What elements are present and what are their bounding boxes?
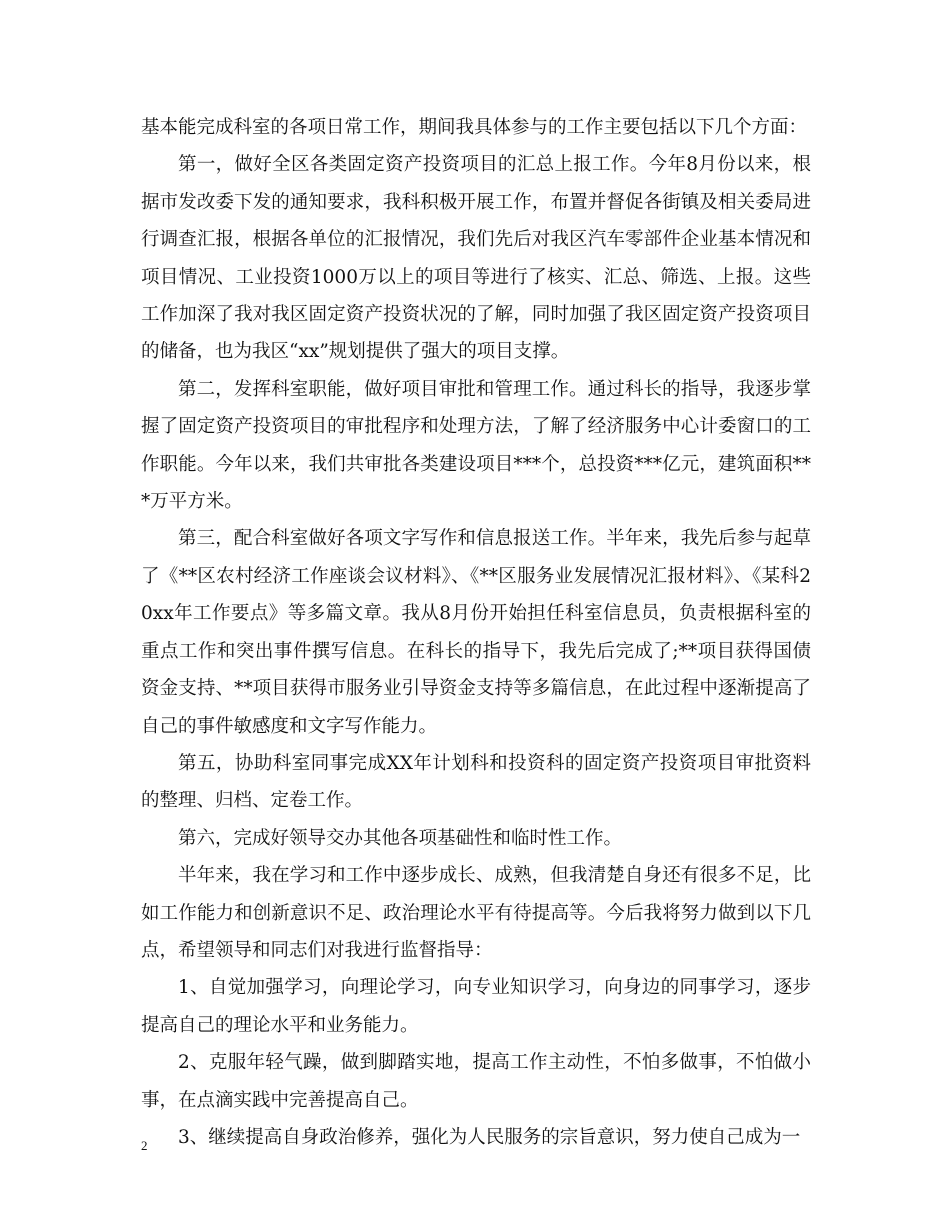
document-body bbox=[141, 109, 811, 1156]
paragraph-plan-3: 3、继续提高自身政治修养，强化为人民服务的宗旨意识，努力使自己成为一 bbox=[178, 1126, 801, 1148]
paragraph-sixth-item: 第六，完成好领导交办其他各项基础性和临时性工作。 bbox=[178, 827, 623, 849]
paragraph-third-item: 第三，配合科室做好各项文字写作和信息报送工作。半年来，我先后参与起草了《**区农村经济工作座谈会议材料》、《**区服务业发展情况汇报材料》、《某科20xx年工作要点》等多篇文章。我从8月份开始担任科室信息员，负责根据科室的重点工作和突出事件撰写信息。在科长的指导下，我先后完成了;**项目获得国债资金支持、**项目获得市服务业引导资金支持等多篇信息，在此过程中逐渐提高了自己的事件敏感度和文字写作能力。 bbox=[141, 528, 811, 737]
paragraph-summary: 半年来，我在学习和工作中逐步成长、成熟，但我清楚自身还有很多不足，比如工作能力和创新意识不足、政治理论水平有待提高等。今后我将努力做到以下几点，希望领导和同志们对我进行监督指导： bbox=[141, 865, 811, 961]
paragraph-plan-1: 1、自觉加强学习，向理论学习，向专业知识学习，向身边的同事学习，逐步提高自己的理论水平和业务能力。 bbox=[141, 977, 811, 1036]
paragraph-second-item: 第二，发挥科室职能，做好项目审批和管理工作。通过科长的指导，我逐步掌握了固定资产投资项目的审批程序和处理方法，了解了经济服务中心计委窗口的工作职能。今年以来，我们共审批各类建设项目***个，总投资***亿元，建筑面积***万平方米。 bbox=[141, 378, 811, 513]
paragraph-intro: 基本能完成科室的各项日常工作，期间我具体参与的工作主要包括以下几个方面： bbox=[141, 117, 808, 138]
page-number: 2 bbox=[141, 1138, 148, 1153]
paragraph-fifth-item: 第五，协助科室同事完成XX年计划科和投资科的固定资产投资项目审批资料的整理、归档、定卷工作。 bbox=[141, 752, 811, 812]
paragraph-first-item: 第一，做好全区各类固定资产投资项目的汇总上报工作。今年8月份以来，根据市发改委下发的通知要求，我科积极开展工作，布置并督促各街镇及相关委局进行调查汇报，根据各单位的汇报情况，我们先后对我区汽车零部件企业基本情况和项目情况、工业投资1000万以上的项目等进行了核实、汇总、筛选、上报。这些工作加深了我对我区固定资产投资状况的了解，同时加强了我区固定资产投资项目的储备，也为我区“xx”规划提供了强大的项目支撑。 bbox=[141, 154, 811, 363]
paragraph-plan-2: 2、克服年轻气躁，做到脚踏实地，提高工作主动性，不怕多做事，不怕做小事，在点滴实践中完善提高自己。 bbox=[141, 1052, 811, 1111]
